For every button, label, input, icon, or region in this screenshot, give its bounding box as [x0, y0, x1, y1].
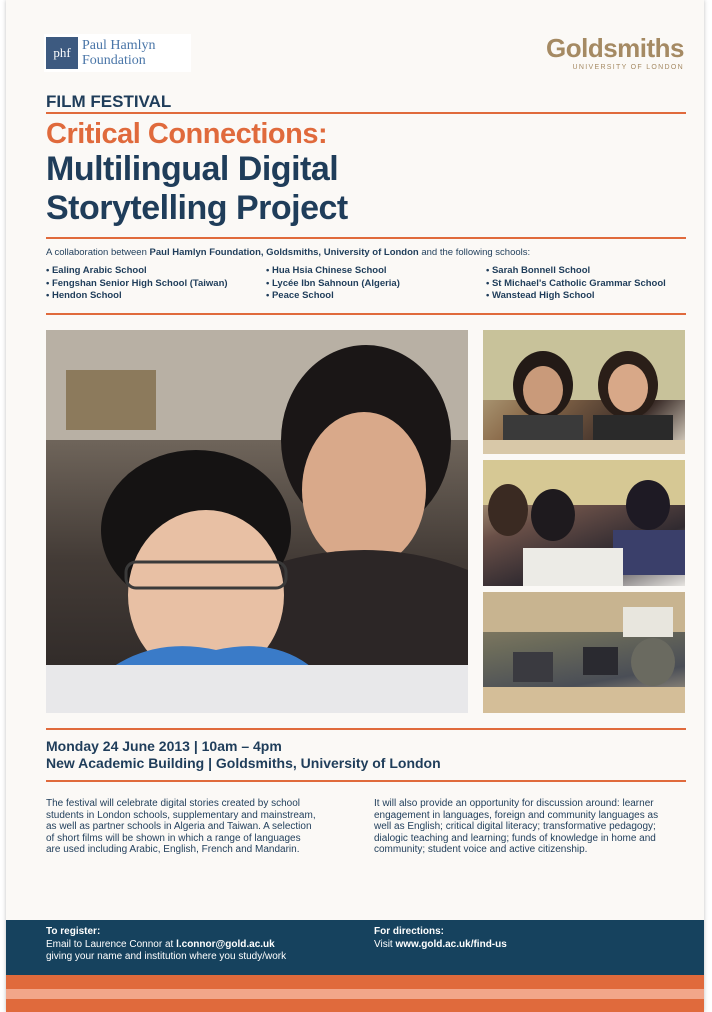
directions-url-link[interactable]: www.gold.ac.uk/find-us	[395, 938, 507, 950]
register-line-1	[46, 939, 286, 952]
phf-mark: phf	[46, 37, 78, 69]
side-photo-1-illustration	[483, 330, 685, 454]
paul-hamlyn-foundation-logo	[44, 34, 191, 72]
goldsmiths-subtitle: UNIVERSITY OF LONDON	[572, 64, 684, 71]
photo-students-smiling	[483, 330, 685, 454]
collaboration-text	[46, 247, 530, 258]
school-item: • Hua Hsia Chinese School	[266, 265, 387, 276]
schools-list	[46, 265, 696, 303]
school-item: • Wanstead High School	[486, 290, 595, 301]
divider	[46, 313, 686, 315]
event-venue: New Academic Building | Goldsmiths, University of London	[46, 755, 441, 771]
photo-computer-classroom	[483, 592, 685, 713]
directions-heading: For directions:	[374, 926, 445, 937]
goldsmiths-logo	[546, 34, 684, 71]
side-photo-3-illustration	[483, 592, 685, 713]
title-line-3: Storytelling Project	[46, 189, 348, 227]
description-column-2: It will also provide an opportunity for discussion around: learner engagement in languages, foreign and community languages as well as English; critical digital literacy; transformative pedagogy; dialogic teaching and learning; funds of knowledge in home and community; student voice and active citizenship.	[374, 798, 659, 856]
title-line-2: Multilingual Digital	[46, 150, 339, 188]
title-main	[46, 150, 348, 228]
directions-prefix: Visit	[374, 938, 396, 950]
main-photo-illustration	[46, 330, 468, 713]
description-column-1: The festival will celebrate digital stories created by school students in London schools, supplementary and mainstream, as well as partner schools in Algeria and Taiwan. A selection of short films will be shown in which a range of languages are used including Arabic, English, French and Mandarin.	[46, 798, 316, 856]
footer-contact-bar	[6, 920, 704, 975]
directions-line	[374, 939, 507, 952]
phf-name-line2: Foundation	[82, 53, 146, 68]
register-info	[46, 926, 286, 964]
event-date-time: Monday 24 June 2013 | 10am – 4pm	[46, 738, 282, 754]
phf-name-line1: Paul Hamlyn	[82, 38, 156, 53]
footer-stripe	[6, 975, 704, 989]
collaboration-suffix: and the following schools:	[418, 247, 531, 258]
phf-name	[82, 38, 156, 68]
side-photo-2-illustration	[483, 460, 685, 586]
festival-kicker: FILM FESTIVAL	[46, 92, 172, 111]
school-item: • Hendon School	[46, 290, 122, 301]
register-email-link[interactable]: l.connor@gold.ac.uk	[176, 938, 275, 950]
goldsmiths-wordmark: Goldsmiths	[545, 33, 684, 63]
main-photo-teacher-and-student	[46, 330, 468, 713]
divider	[46, 780, 686, 782]
school-item: • Fengshan Senior High School (Taiwan)	[46, 277, 228, 289]
register-line-2: giving your name and institution where you study/work	[46, 951, 287, 962]
photo-students-writing	[483, 460, 685, 586]
poster	[6, 0, 704, 1012]
directions-info	[374, 926, 507, 951]
divider	[46, 728, 686, 730]
school-item: • Lycée Ibn Sahnoun (Algeria)	[266, 277, 400, 289]
footer-stripe	[6, 989, 704, 999]
divider	[46, 237, 686, 239]
register-prefix: Email to Laurence Connor at	[46, 938, 177, 950]
school-item: • St Michael's Catholic Grammar School	[486, 277, 666, 289]
collaboration-partners: Paul Hamlyn Foundation, Goldsmiths, University of London	[149, 247, 419, 258]
school-item: • Ealing Arabic School	[46, 265, 147, 276]
footer-stripe	[6, 999, 704, 1012]
divider	[46, 112, 686, 114]
school-item: • Sarah Bonnell School	[486, 265, 591, 276]
title-line-1: Critical Connections:	[46, 118, 328, 150]
register-heading: To register:	[46, 926, 101, 937]
school-item: • Peace School	[266, 290, 334, 301]
collaboration-prefix: A collaboration between	[46, 247, 150, 258]
